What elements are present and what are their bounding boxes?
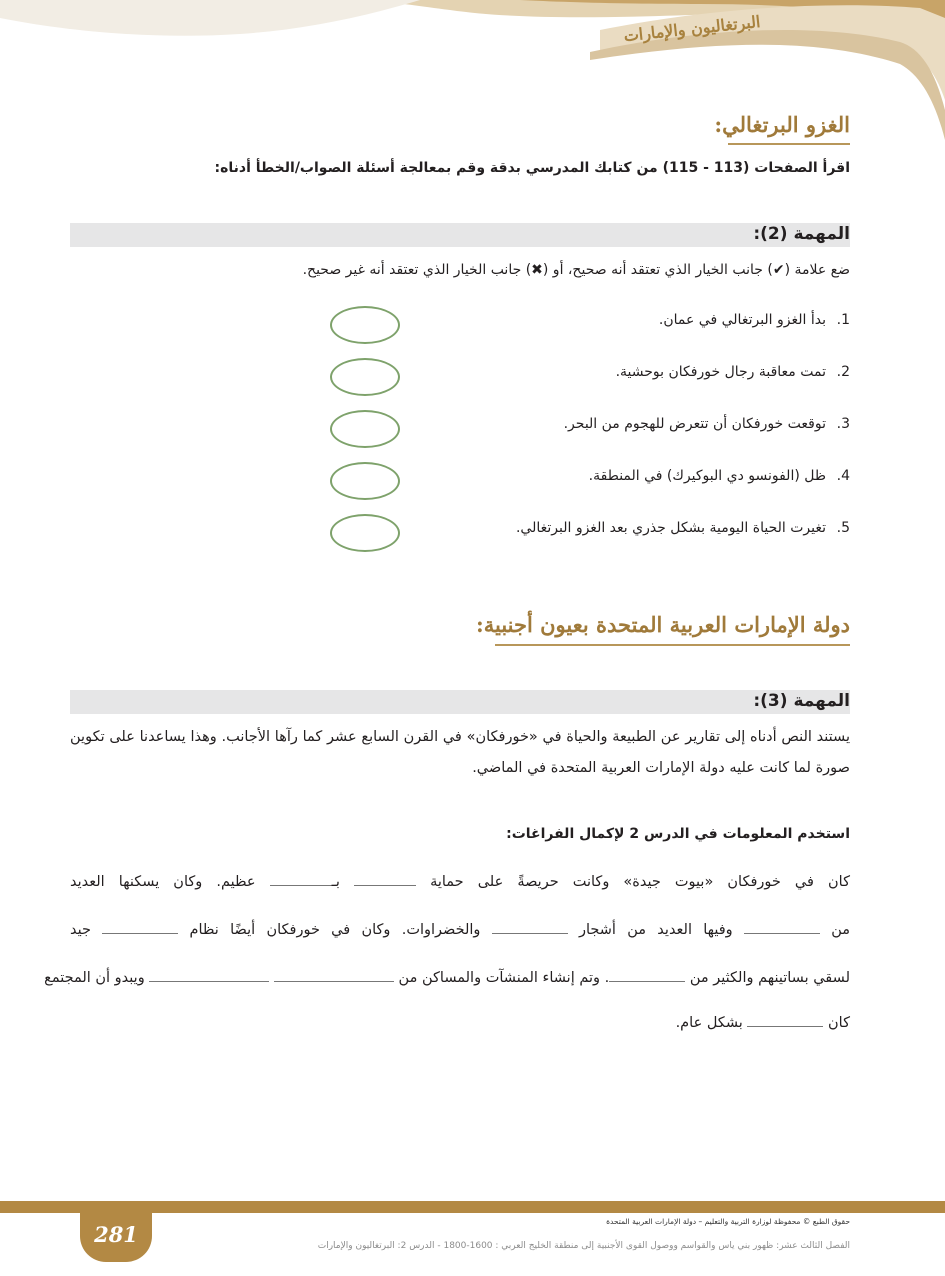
fill-line-2 bbox=[70, 920, 850, 938]
task-3-header-bar bbox=[70, 690, 850, 714]
statement-item bbox=[659, 312, 850, 338]
statement-number: 4. bbox=[836, 468, 850, 484]
fill-line-4 bbox=[70, 1013, 850, 1031]
fill-text: كان bbox=[828, 1015, 850, 1031]
page-number: 281 bbox=[94, 1221, 138, 1247]
blank-field[interactable] bbox=[747, 1013, 823, 1027]
answer-oval-2[interactable] bbox=[330, 358, 400, 396]
statement-number: 5. bbox=[836, 520, 850, 536]
statement-item bbox=[564, 416, 850, 442]
fill-text: من bbox=[831, 922, 851, 938]
task-2-header-bar bbox=[70, 223, 850, 247]
statement-text: تمت معاقبة رجال خورفكان بوحشية. bbox=[615, 364, 826, 380]
fill-text: . وتم إنشاء المنشآت والمساكن من bbox=[398, 970, 610, 986]
blank-field[interactable] bbox=[149, 968, 269, 982]
statement-item bbox=[616, 364, 850, 390]
statement-number: 1. bbox=[836, 312, 850, 328]
footer-copyright: حقوق الطبع © محفوظة لوزارة التربية والتعليم – دولة الإمارات العربية المتحدة bbox=[606, 1217, 850, 1226]
fill-text: جيد bbox=[70, 922, 91, 938]
fill-line-1 bbox=[70, 872, 850, 890]
answer-oval-3[interactable] bbox=[330, 410, 400, 448]
answer-oval-1[interactable] bbox=[330, 306, 400, 344]
statement-text: ظل (الفونسو دي البوكيرك) في المنطقة. bbox=[588, 468, 826, 484]
answer-oval-5[interactable] bbox=[330, 514, 400, 552]
section-title-underline bbox=[728, 143, 850, 145]
reading-instruction: اقرأ الصفحات (113 - 115) من كتابك المدرسي بدقة وقم بمعالجة أسئلة الصواب/الخطأ أدناه: bbox=[214, 160, 850, 176]
fill-text: ويبدو أن المجتمع bbox=[44, 970, 145, 986]
footer-chapter-info: الفصل الثالث عشر: ظهور بني ياس والقواسم ووصول القوى الأجنبية إلى منطقة الخليج العربي : 1600-1800 - الدرس 2: البرتغاليون والإمارات bbox=[317, 1241, 850, 1251]
blank-field[interactable] bbox=[744, 920, 820, 934]
task-2-instruction: ضع علامة (✔) جانب الخيار الذي تعتقد أنه صحيح، أو (✖) جانب الخيار الذي تعتقد أنه غير صحيح. bbox=[302, 262, 850, 278]
blank-field[interactable] bbox=[609, 968, 685, 982]
task-3-paragraph: يستند النص أدناه إلى تقارير عن الطبيعة والحياة في «خورفكان» في القرن السابع عشر كما رآها الأجانب. وهذا يساعدنا على تكوين صورة لما كانت عليه دولة الإمارات العربية المتحدة في الماضي. bbox=[70, 729, 850, 776]
blank-field[interactable] bbox=[102, 920, 178, 934]
blank-field[interactable] bbox=[274, 968, 394, 982]
fill-text: والخضراوات. وكان في خورفكان أيضًا نظام bbox=[189, 922, 481, 938]
section-title-underline bbox=[495, 644, 850, 646]
fill-text: عظيم. وكان يسكنها العديد bbox=[70, 874, 256, 890]
page-number-tab bbox=[80, 1206, 152, 1262]
fill-text: وفيها العديد من أشجار bbox=[578, 922, 733, 938]
statement-number: 2. bbox=[836, 364, 850, 380]
statement-item bbox=[589, 468, 850, 494]
fill-text: بشكل عام. bbox=[675, 1015, 743, 1031]
statement-number: 3. bbox=[836, 416, 850, 432]
statement-text: تغيرت الحياة اليومية بشكل جذري بعد الغزو البرتغالي. bbox=[515, 520, 826, 536]
statement-text: بدأ الغزو البرتغالي في عمان. bbox=[658, 312, 826, 328]
section-title-portuguese-invasion: الغزو البرتغالي: bbox=[714, 112, 850, 137]
section-title-uae-foreign-eyes: دولة الإمارات العربية المتحدة بعيون أجنبية: bbox=[475, 612, 850, 637]
fill-blanks-instruction: استخدم المعلومات في الدرس 2 لإكمال الفراغات: bbox=[506, 826, 850, 842]
statement-item bbox=[516, 520, 850, 546]
fill-line-3 bbox=[44, 968, 850, 986]
fill-text: لسقي بساتينهم والكثير من bbox=[689, 970, 850, 986]
answer-oval-4[interactable] bbox=[330, 462, 400, 500]
task-2-label: المهمة (2): bbox=[753, 224, 850, 244]
header-title: البرتغاليون والإمارات bbox=[622, 12, 761, 46]
blank-field[interactable] bbox=[270, 872, 332, 886]
fill-text: بـ bbox=[331, 874, 340, 890]
blank-field[interactable] bbox=[354, 872, 416, 886]
statement-text: توقعت خورفكان أن تتعرض للهجوم من البحر. bbox=[563, 416, 826, 432]
task-3-label: المهمة (3): bbox=[753, 691, 850, 711]
fill-text: كان في خورفكان «بيوت جيدة» وكانت حريصةً على حماية bbox=[430, 874, 850, 890]
blank-field[interactable] bbox=[492, 920, 568, 934]
